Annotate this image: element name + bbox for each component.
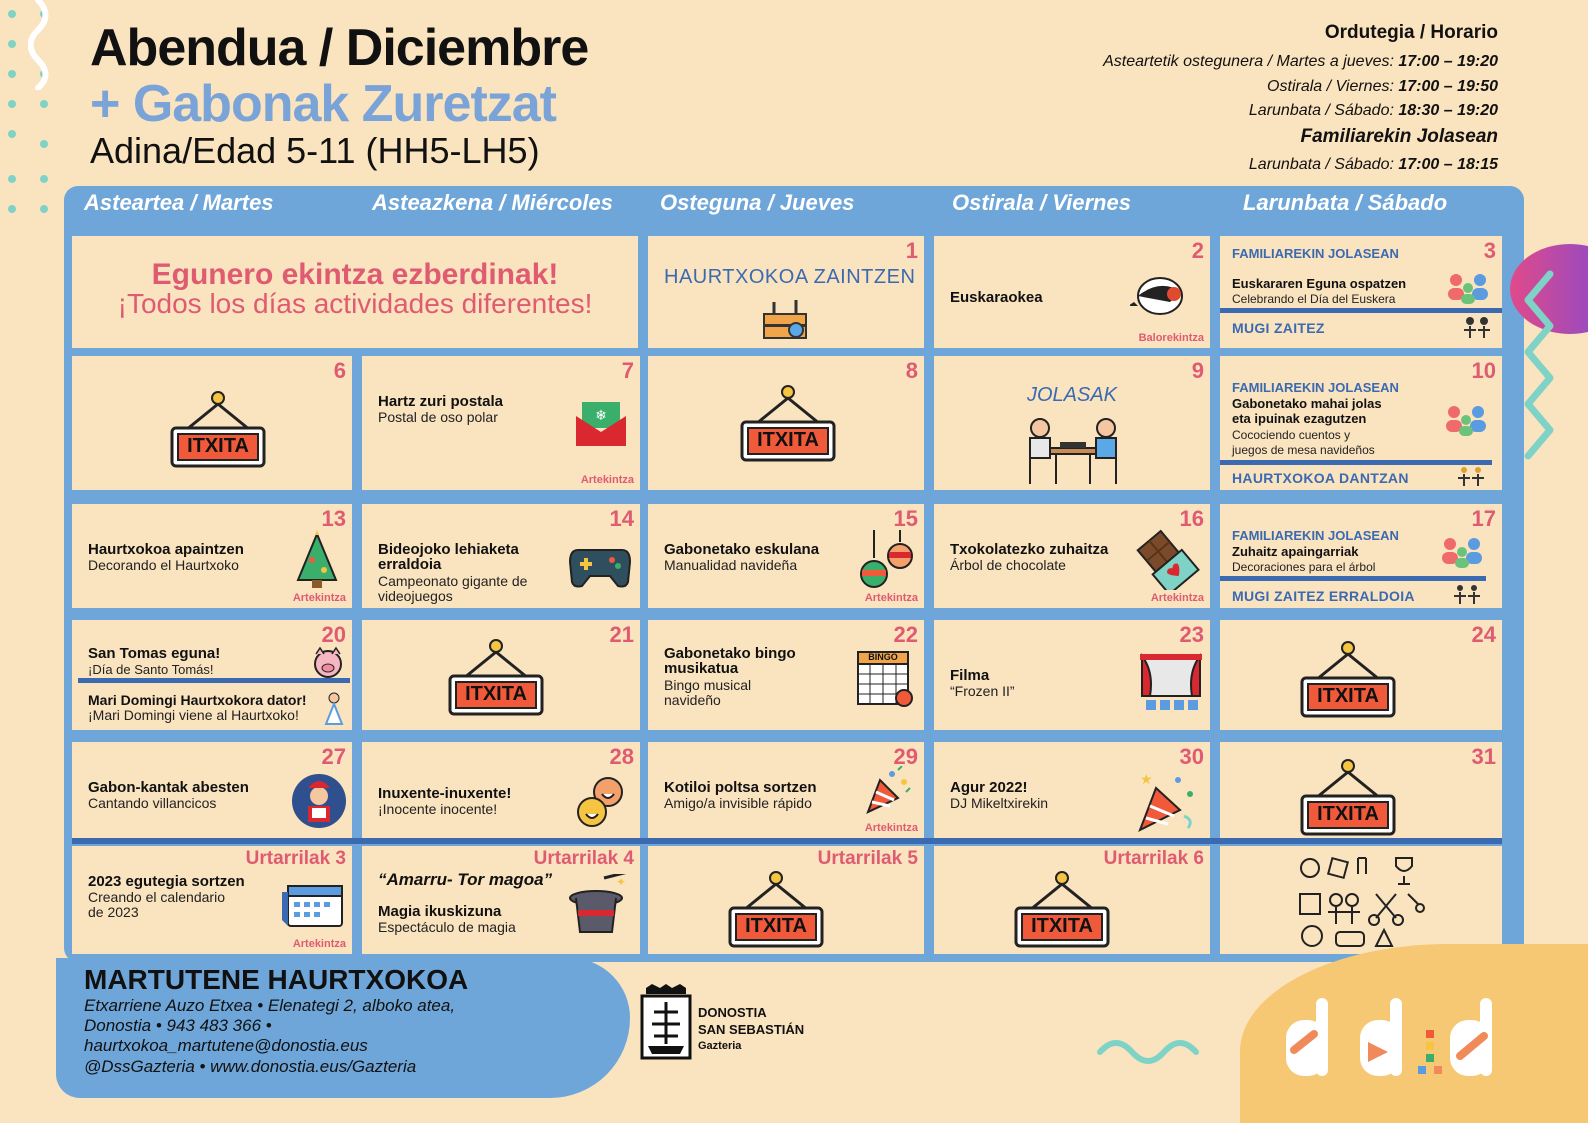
activity-title: Txokolatezko zuhaitza [950, 541, 1109, 558]
calendar-icon [278, 880, 344, 930]
activity-subtitle: Cantando villancicos [88, 795, 217, 811]
venue-name: MARTUTENE HAURTXOKOA [84, 964, 469, 995]
activity-title: “Amarru- Tor magoa” [378, 870, 553, 889]
activity-title: Filma [950, 667, 990, 684]
closed-sign-icon [446, 638, 546, 718]
ornaments-icon [854, 530, 918, 588]
activity-subtitle: Manualidad navideña [664, 557, 798, 573]
activity-tag: Balorekintza [1138, 332, 1204, 344]
day-cell-31 [1220, 742, 1502, 838]
envelope-card-icon [574, 398, 628, 448]
activity-subtitle: “Frozen II” [950, 683, 1015, 699]
activity-subtitle: Decoraciones para el árbol [1232, 560, 1376, 574]
day-number: 3 [1483, 238, 1496, 263]
closed-label: ITXITA [465, 683, 527, 705]
activity-subtitle: Amigo/a invisible rápido [664, 795, 812, 811]
day-cell-2 [934, 236, 1210, 348]
activity-subtitle: ¡Mari Domingi viene al Haurtxoko! [88, 707, 299, 723]
pig-icon [310, 646, 346, 678]
activity-subtitle: Campeonato gigante de [378, 573, 528, 589]
day-cell-29 [648, 742, 924, 838]
family-icon [1446, 270, 1490, 304]
divider-bar [78, 678, 350, 683]
activity-subtitle: Celebrando el Día del Euskera [1232, 292, 1396, 306]
svg-text:❄: ❄ [595, 407, 607, 423]
activity-subtitle: juegos de mesa navideños [1232, 443, 1375, 457]
activity-subtitle: Espectáculo de magia [378, 919, 516, 935]
family-label: FAMILIAREKIN JOLASEAN [1232, 380, 1399, 395]
day-number: 6 [333, 358, 346, 383]
squiggle-decoration [28, 0, 58, 90]
activity-title: Gabon-kantak abesten [88, 779, 249, 796]
day-cell-6 [72, 356, 352, 490]
day-number: 21 [609, 622, 634, 647]
activity-subtitle: Bingo musical [664, 677, 752, 693]
day-cell-15 [648, 504, 924, 608]
laughing-faces-icon [574, 772, 630, 832]
closed-sign-icon [726, 870, 826, 950]
schedule-line: Larunbata / Sábado: 17:00 – 18:15 [1248, 156, 1498, 173]
caroler-icon [290, 772, 348, 830]
activity-title: JOLASAK [1026, 384, 1118, 406]
extra-activity: MUGI ZAITEZ [1232, 320, 1325, 336]
family-icon [1444, 402, 1488, 436]
ddd-logo [1280, 990, 1520, 1090]
activity-subtitle: DJ Mikeltxirekin [950, 795, 1049, 811]
activity-subtitle: ¡Inocente inocente! [378, 801, 498, 817]
year-separator [72, 838, 1502, 844]
extra-activity: HAURTXOKOA DANTZAN [1232, 470, 1409, 486]
activity-title: Mari Domingi Haurtxokora dator! [88, 692, 307, 708]
activity-tag: Artekintza [1150, 592, 1204, 604]
city-logo-text [698, 1004, 804, 1038]
day-number: 20 [321, 622, 346, 647]
activity-title: Agur 2022! [950, 779, 1028, 796]
closed-label: ITXITA [1317, 803, 1379, 825]
day-number: 22 [893, 622, 918, 647]
day-number: 9 [1191, 358, 1204, 383]
day-number: 7 [621, 358, 634, 383]
day-header-wednesday: Asteazkena / Miércoles [372, 190, 613, 215]
family-icon [1440, 534, 1484, 568]
day-cell-8 [648, 356, 924, 490]
venue-phone: Donostia • 943 483 366 • [84, 1016, 272, 1035]
activity-title: erraldoia [378, 556, 442, 573]
day-cell-27 [72, 742, 352, 838]
activity-title: Haurtxokoa apaintzen [88, 541, 244, 558]
day-cell-20 [72, 620, 352, 730]
day-cell-24 [1220, 620, 1502, 730]
activity-tag: Artekintza [292, 592, 346, 604]
activity-subtitle: de 2023 [88, 904, 139, 920]
day-cell-jan-4 [362, 846, 640, 954]
day-header-thursday: Osteguna / Jueves [660, 190, 855, 215]
closed-sign-icon [738, 384, 838, 464]
party-popper-icon [1134, 770, 1200, 834]
mari-domingi-icon [324, 690, 344, 726]
city-shield-logo [640, 984, 692, 1062]
chocolate-bar-icon [1134, 526, 1204, 590]
day-cell-jan-5 [648, 846, 924, 954]
svg-text:✦: ✦ [616, 875, 627, 889]
day-header-tuesday: Asteartea / Martes [84, 190, 274, 215]
day-number: 16 [1179, 506, 1204, 531]
day-cell-9 [934, 356, 1210, 490]
day-number: 14 [609, 506, 634, 531]
family-label: FAMILIAREKIN JOLASEAN [1232, 528, 1399, 543]
schedule-line: Ostirala / Viernes: 17:00 – 19:50 [1267, 78, 1498, 95]
department-name: Gazteria [698, 1040, 742, 1052]
activity-title: Euskararen Eguna ospatzen [1232, 276, 1407, 291]
activity-tag: Artekintza [864, 592, 918, 604]
day-number: 27 [321, 744, 346, 769]
schedule-title: Ordutegia / Horario [1324, 22, 1498, 43]
closed-sign-icon [1298, 640, 1398, 720]
banner-line1: Egunero ekintza ezberdinak! [151, 258, 559, 291]
activity-subtitle: videojuegos [378, 588, 453, 604]
decorative-zigzag [1520, 270, 1560, 470]
divider-bar [1220, 308, 1502, 313]
day-cell-7 [362, 356, 640, 490]
day-number: 28 [609, 744, 634, 769]
day-header-friday: Ostirala / Viernes [952, 190, 1131, 215]
day-header-saturday: Larunbata / Sábado [1243, 190, 1448, 215]
day-cell-10 [1220, 356, 1502, 490]
day-cell-28 [362, 742, 640, 838]
activity-title: eta ipuinak ezagutzen [1232, 411, 1367, 426]
christmas-tree-icon [292, 530, 342, 592]
day-cell-jan-6 [934, 846, 1210, 954]
activity-subtitle: Árbol de chocolate [950, 557, 1066, 573]
activity-title: Gabonetako mahai jolas [1232, 396, 1382, 411]
activity-subtitle: navideño [664, 692, 721, 708]
day-cell-13 [72, 504, 352, 608]
extra-activity: MUGI ZAITEZ ERRALDOIA [1232, 588, 1415, 604]
party-popper-icon [862, 766, 912, 816]
page-title: Abendua / Diciembre [90, 19, 589, 77]
dancers-icon [1462, 316, 1492, 344]
magic-hat-icon [562, 874, 630, 938]
activity-tag: Artekintza [864, 822, 918, 834]
toolbox-icon [760, 296, 810, 342]
day-cell-17 [1220, 504, 1502, 608]
day-number: 2 [1191, 238, 1204, 263]
activity-title: Bideojoko lehiaketa [378, 541, 519, 558]
day-number: 31 [1471, 744, 1496, 769]
day-cell-22 [648, 620, 924, 730]
venue-email[interactable]: haurtxokoa_martutene@donostia.eus [84, 1036, 368, 1055]
svg-text:★: ★ [1140, 771, 1153, 787]
banner-cell [72, 236, 638, 348]
bird-icon [1130, 272, 1190, 320]
board-game-players-icon [1026, 414, 1120, 486]
closed-label: ITXITA [1317, 685, 1379, 707]
closed-label: ITXITA [1031, 915, 1093, 937]
day-number: 23 [1179, 622, 1204, 647]
day-number: 30 [1179, 744, 1204, 769]
day-number: 24 [1471, 622, 1496, 647]
day-cell-16 [934, 504, 1210, 608]
day-cell-30 [934, 742, 1210, 838]
divider-bar [1220, 576, 1486, 581]
day-number: 10 [1471, 358, 1496, 383]
day-number: 8 [905, 358, 918, 383]
schedule-line: Asteartetik ostegunera / Martes a jueves: 17:00 – 19:20 [1103, 53, 1498, 70]
activity-title: Zuhaitz apaingarriak [1232, 544, 1359, 559]
activity-title: HAURTXOKOA ZAINTZEN [664, 266, 916, 288]
banner-line2: ¡Todos los días actividades diferentes! [117, 288, 593, 319]
day-number: Urtarrilak 6 [1103, 848, 1204, 869]
day-number: 13 [321, 506, 346, 531]
family-label: FAMILIAREKIN JOLASEAN [1232, 246, 1399, 261]
activity-title: Kotiloi poltsa sortzen [664, 779, 817, 796]
closed-label: ITXITA [745, 915, 807, 937]
decorative-wave [1096, 1030, 1216, 1070]
day-number: Urtarrilak 5 [817, 848, 918, 869]
dancers-icon [1452, 584, 1482, 608]
activity-subtitle: Decorando el Haurtxoko [88, 557, 239, 573]
activities-collage-icon [1296, 854, 1426, 950]
day-number: 1 [905, 238, 918, 263]
day-number: Urtarrilak 4 [533, 848, 634, 869]
page-subtitle: + Gabonak Zuretzat [90, 75, 556, 133]
day-cell-1 [648, 236, 924, 348]
closed-label: ITXITA [187, 435, 249, 457]
activity-title: Gabonetako bingo [664, 645, 796, 662]
divider-bar [1220, 460, 1492, 465]
venue-address: Etxarriene Auzo Etxea • Elenategi 2, alboko atea, [84, 996, 456, 1015]
activity-title: Euskaraokea [950, 289, 1043, 306]
day-number: 17 [1471, 506, 1496, 531]
activity-subtitle: Postal de oso polar [378, 409, 498, 425]
gamepad-icon [568, 542, 632, 590]
activity-tag: Artekintza [580, 474, 634, 486]
activity-title: 2023 egutegia sortzen [88, 873, 245, 890]
day-number: 15 [893, 506, 918, 531]
day-cell-21 [362, 620, 640, 730]
activity-subtitle: Cocociendo cuentos y [1232, 428, 1351, 442]
activity-title: Hartz zuri postala [378, 393, 504, 410]
city-name: DONOSTIA [698, 1005, 767, 1020]
bingo-label: BINGO [868, 652, 898, 662]
closed-sign-icon [168, 390, 268, 470]
venue-web[interactable]: @DssGazteria • www.donostia.eus/Gazteria [84, 1057, 417, 1076]
day-cell-23 [934, 620, 1210, 730]
activity-title: San Tomas eguna! [88, 645, 221, 662]
activity-tag: Artekintza [292, 938, 346, 950]
cinema-stage-icon [1138, 652, 1204, 716]
activities-collage-cell [1220, 846, 1502, 954]
activity-subtitle: Creando el calendario [88, 889, 225, 905]
day-number: 29 [893, 744, 918, 769]
day-cell-jan-3 [72, 846, 352, 954]
activity-title: musikatua [664, 660, 739, 677]
age-range: Adina/Edad 5-11 (HH5-LH5) [90, 130, 540, 171]
family-schedule-title: Familiarekin Jolasean [1300, 126, 1498, 147]
activity-title: Magia ikuskizuna [378, 903, 502, 920]
closed-label: ITXITA [757, 429, 819, 451]
day-cell-3 [1220, 236, 1502, 348]
schedule-line: Larunbata / Sábado: 18:30 – 19:20 [1248, 102, 1498, 119]
day-number: Urtarrilak 3 [245, 848, 346, 869]
closed-sign-icon [1012, 870, 1112, 950]
activity-title: Gabonetako eskulana [664, 541, 820, 558]
activity-title: Inuxente-inuxente! [378, 785, 512, 802]
day-cell-14 [362, 504, 640, 608]
closed-sign-icon [1298, 758, 1398, 838]
dancers-icon [1456, 466, 1486, 490]
activity-subtitle: ¡Día de Santo Tomás! [88, 662, 214, 677]
city-name-es: SAN SEBASTIÁN [698, 1022, 805, 1037]
bingo-card-icon [856, 650, 914, 708]
